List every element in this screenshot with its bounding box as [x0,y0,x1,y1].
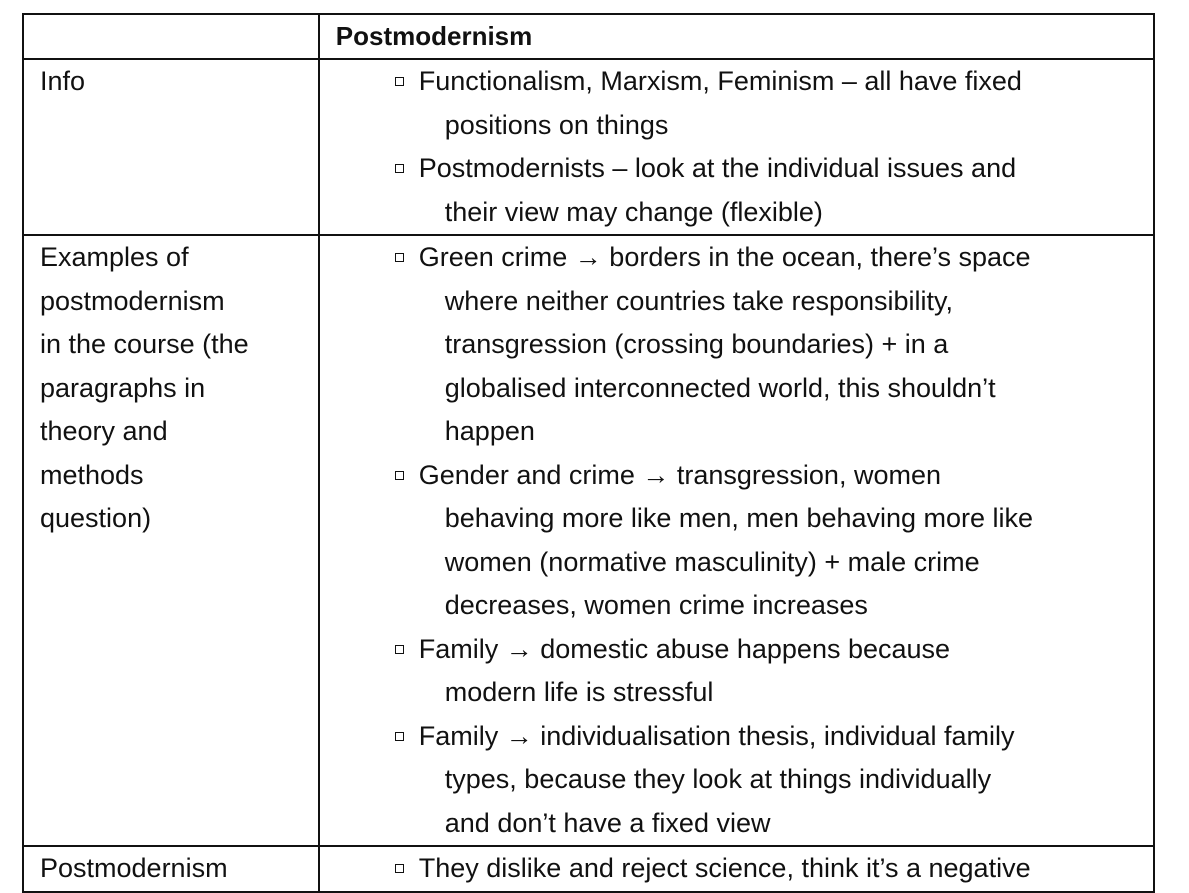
row-label: Postmodernism [23,846,319,892]
item-text-line: women (normative masculinity) + male crime [444,546,980,577]
square-bullet-icon [395,864,404,873]
row-content [319,235,1154,846]
square-bullet-icon [395,253,404,262]
item-text-line: Postmodernists – look at the individual issues and [418,153,1017,183]
item-text-line: happen [444,416,535,446]
square-bullet-icon [395,471,404,480]
item-text-line: They dislike and reject science, think it’s a negative [418,853,1031,883]
square-bullet-icon [395,732,404,741]
row-label: Info [23,59,319,235]
table-row [23,59,1154,235]
item-text-line: Green crime → borders in the ocean, there’s space [418,242,1031,272]
header-row [23,14,1154,59]
list-item [395,454,1153,628]
item-text-line: modern life is stressful [444,677,714,707]
item-text-line: transgression (crossing boundaries) + in a [444,329,949,359]
header-title: Postmodernism [319,14,1154,59]
item-text-line: where neither countries take responsibility, [444,285,954,316]
item-text-line: globalised interconnected world, this shouldn’t [444,372,996,403]
label-line: methods [40,459,144,490]
list-item [395,147,1153,234]
table-row [23,846,1154,892]
item-text-line: behaving more like men, men behaving more like [444,503,1034,533]
label-line: Examples of [40,242,189,272]
square-bullet-icon [395,164,404,173]
row-label [23,235,319,846]
item-text-line: decreases, women crime increases [444,590,868,620]
item-text-line: positions on things [444,109,669,140]
list-item [395,715,1153,846]
header-empty-cell [23,14,319,59]
label-line: question) [40,503,152,533]
item-text-line: Gender and crime → transgression, women [418,459,941,490]
square-bullet-icon [395,645,404,654]
label-line: postmodernism [40,285,225,316]
list-item [395,847,1153,891]
item-text-line: Family → domestic abuse happens because [418,633,951,664]
item-text-line: Functionalism, Marxism, Feminism – all have fixed [418,66,1022,96]
label-line: paragraphs in [40,372,206,403]
label-line: theory and [40,416,168,446]
item-text-line: their view may change (flexible) [444,196,823,227]
item-text-line: Family → individualisation thesis, individual family [418,720,1015,751]
square-bullet-icon [395,77,404,86]
list-item [395,60,1153,147]
row-content [319,846,1154,892]
item-text-line: types, because they look at things individually [444,764,992,794]
label-line: in the course (the [40,329,249,359]
table-row [23,235,1154,846]
list-item [395,628,1153,715]
list-item [395,236,1153,454]
postmodernism-table [22,13,1155,893]
item-text-line: and don’t have a fixed view [444,807,771,838]
row-content [319,59,1154,235]
